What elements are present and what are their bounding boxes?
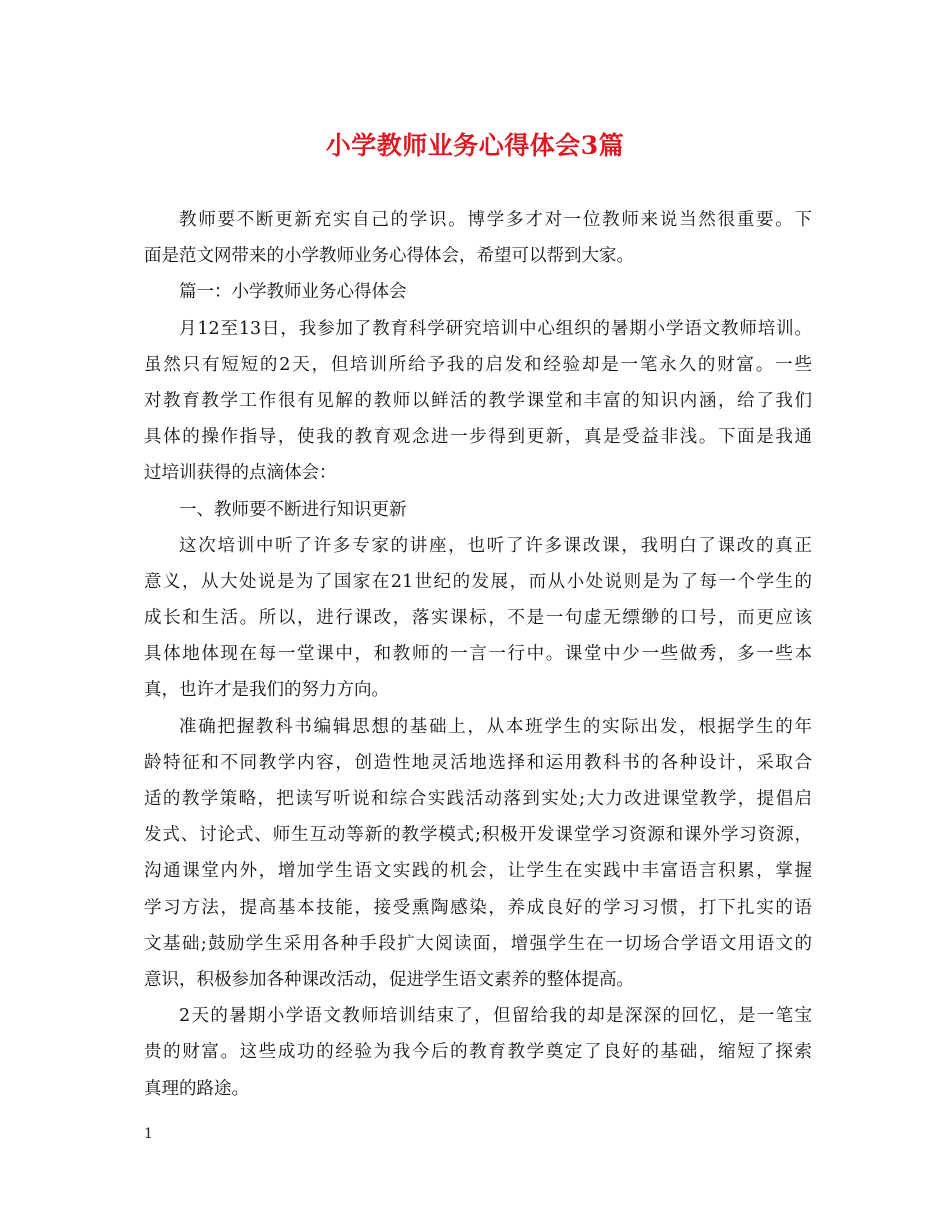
text-line: 过培训获得的点滴体会： bbox=[144, 463, 337, 484]
text-line: 月12至13日，我参加了教育科学研究培训中心组织的暑期小学语文教师培训。 bbox=[179, 318, 812, 339]
text-line: 真，也许才是我们的努力方向。 bbox=[144, 680, 389, 701]
text-line: 具体的操作指导，使我的教育观念进一步得到更新，真是受益非浅。下面是我通 bbox=[144, 427, 812, 448]
text-line: 意识，积极参加各种课改活动，促进学生语文素养的整体提高。 bbox=[144, 969, 634, 990]
text-line: 准确把握教科书编辑思想的基础上，从本班学生的实际出发，根据学生的年 bbox=[179, 716, 812, 737]
text-line: 虽然只有短短的2天，但培训所给予我的启发和经验却是一笔永久的财富。一些 bbox=[144, 354, 812, 375]
sub-heading: 一、教师要不断进行知识更新 bbox=[179, 499, 407, 520]
page-number: 1 bbox=[144, 1126, 153, 1142]
text-line: 面是范文网带来的小学教师业务心得体会，希望可以帮到大家。 bbox=[144, 246, 634, 267]
text-line: 文基础;鼓励学生采用各种手段扩大阅读面，增强学生在一切场合学语文用语文的 bbox=[144, 933, 812, 954]
text-line: 适的教学策略，把读写听说和综合实践活动落到实处;大力改进课堂教学，提倡启 bbox=[144, 789, 812, 809]
text-line: 贵的财富。这些成功的经验为我今后的教育教学奠定了良好的基础，缩短了探索 bbox=[144, 1042, 812, 1063]
text-line: 沟通课堂内外，增加学生语文实践的机会，让学生在实践中丰富语言积累，掌握 bbox=[144, 861, 812, 882]
text-line: 学习方法，提高基本技能，接受熏陶感染，养成良好的学习习惯，打下扎实的语 bbox=[144, 897, 812, 918]
text-line: 成长和生活。所以，进行课改，落实课标，不是一句虚无缥缈的口号，而更应该 bbox=[144, 608, 812, 629]
text-line: 龄特征和不同教学内容，创造性地灵活地选择和运用教科书的各种设计，采取合 bbox=[144, 752, 812, 773]
text-line: 对教育教学工作很有见解的教师以鲜活的教学课堂和丰富的知识内涵，给了我们 bbox=[144, 390, 812, 411]
section-heading: 篇一：小学教师业务心得体会 bbox=[179, 282, 407, 303]
text-line: 发式、讨论式、师生互动等新的教学模式;积极开发课堂学习资源和课外学习资源， bbox=[144, 825, 812, 846]
text-line: 教师要不断更新充实自己的学识。博学多才对一位教师来说当然很重要。下 bbox=[179, 210, 812, 230]
text-line: 2天的暑期小学语文教师培训结束了，但留给我的却是深深的回忆，是一笔宝 bbox=[179, 1006, 812, 1027]
document-body bbox=[144, 202, 812, 1107]
text-line: 意义，从大处说是为了国家在21世纪的发展，而从小处说则是为了每一个学生的 bbox=[144, 571, 812, 592]
text-line: 这次培训中听了许多专家的讲座，也听了许多课改课，我明白了课改的真正 bbox=[179, 535, 812, 556]
text-line: 具体地体现在每一堂课中，和教师的一言一行中。课堂中少一些做秀，多一些本 bbox=[144, 644, 812, 665]
text-line: 真理的路途。 bbox=[144, 1078, 249, 1099]
document-title: 小学教师业务心得体会3篇 bbox=[325, 131, 625, 160]
